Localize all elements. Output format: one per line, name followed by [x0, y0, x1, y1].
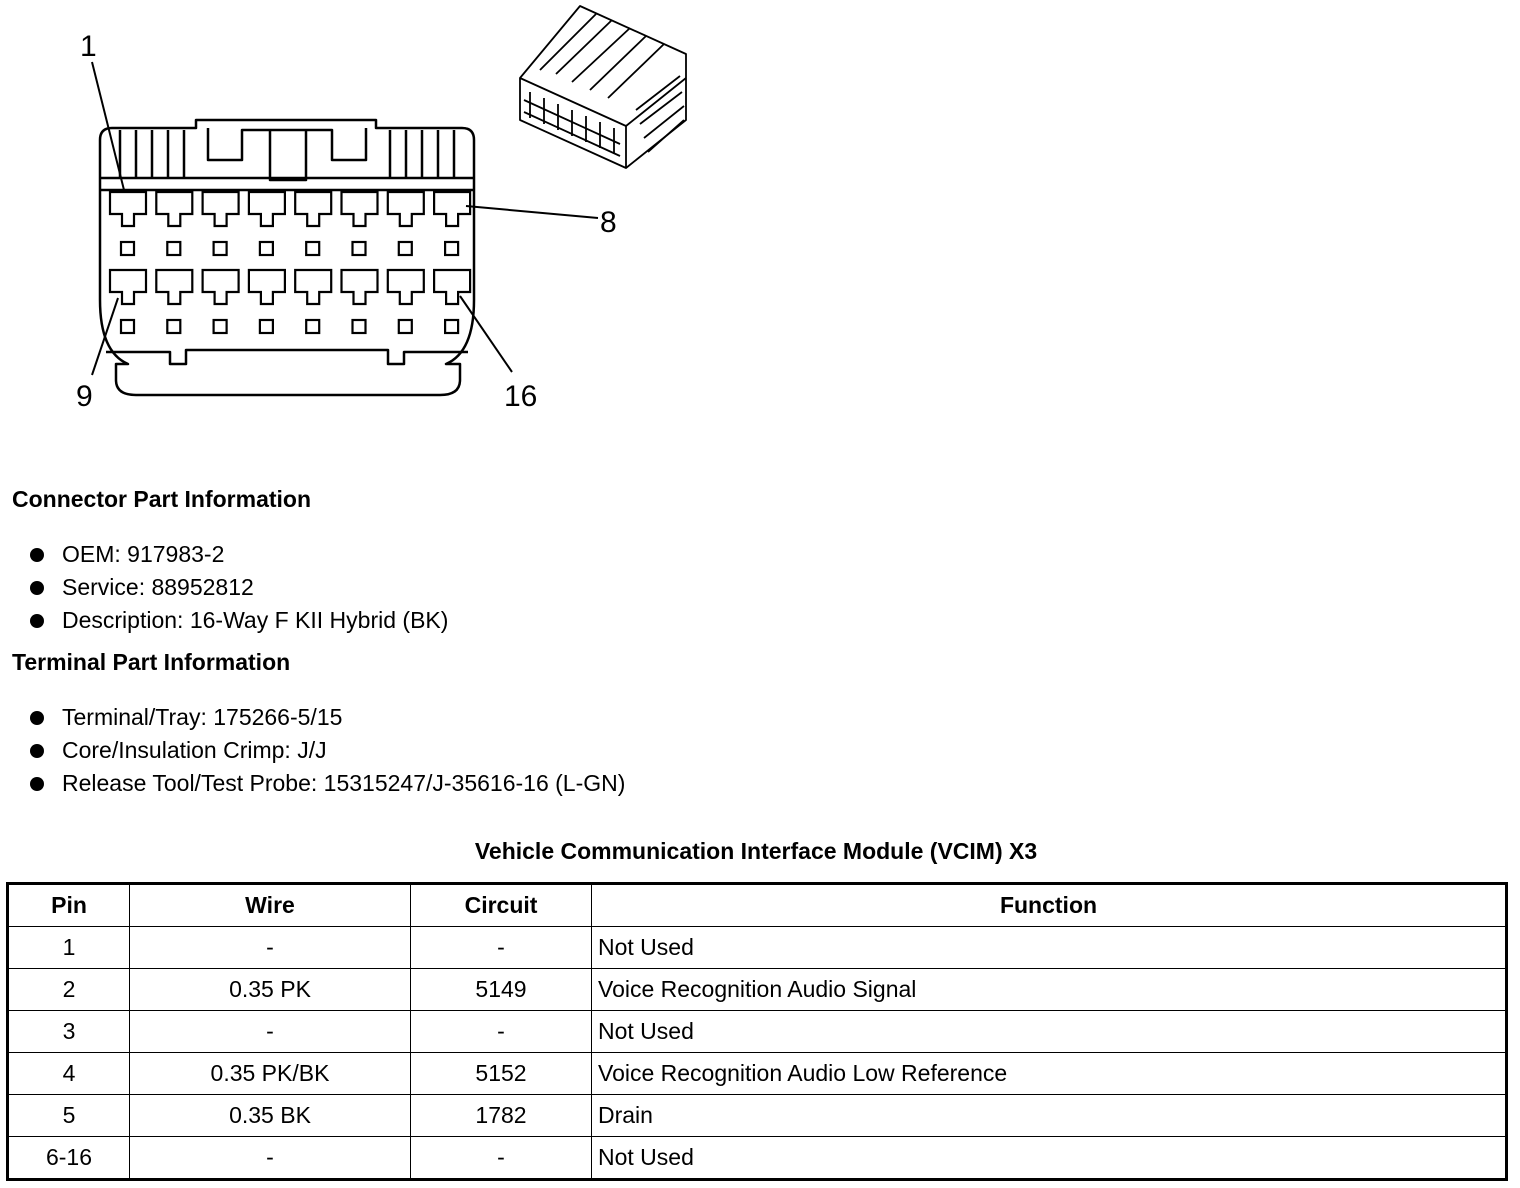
- table-row: [8, 927, 1507, 969]
- cavity-2: [156, 192, 192, 255]
- cavity-9: [110, 270, 146, 333]
- list-item: [30, 767, 625, 800]
- connector-info-section: [12, 486, 311, 513]
- cell-function: Voice Recognition Audio Signal: [592, 969, 1507, 1011]
- pin-1-label: 1: [80, 30, 97, 63]
- header-pin: Pin: [8, 884, 130, 927]
- pin-16-label: 16: [504, 380, 538, 413]
- cell-wire: -: [130, 1011, 411, 1053]
- table-header-row: [8, 884, 1507, 927]
- cell-function: Voice Recognition Audio Low Reference: [592, 1053, 1507, 1095]
- pin-8-label: 8: [600, 206, 617, 239]
- cavity-10: [156, 270, 192, 333]
- list-item-text: Terminal/Tray: 175266-5/15: [62, 704, 343, 730]
- header-wire: Wire: [130, 884, 411, 927]
- list-item: [30, 701, 625, 734]
- cell-circuit: 5149: [411, 969, 592, 1011]
- table-row: [8, 1053, 1507, 1095]
- cavity-11: [203, 270, 239, 333]
- connector-3d-icon: [520, 6, 686, 168]
- connector-diagram: [0, 0, 720, 460]
- cavity-1: [110, 192, 146, 255]
- list-item-text: Service: 88952812: [62, 574, 254, 600]
- list-item-text: Core/Insulation Crimp: J/J: [62, 737, 327, 763]
- table-row: [8, 969, 1507, 1011]
- terminal-info-title: Terminal Part Information: [12, 649, 291, 675]
- table-row: [8, 1137, 1507, 1180]
- header-circuit: Circuit: [411, 884, 592, 927]
- cavity-3: [203, 192, 239, 255]
- cell-wire: 0.35 PK/BK: [130, 1053, 411, 1095]
- cell-pin: 1: [8, 927, 130, 969]
- cavity-13: [295, 270, 331, 333]
- cell-function: Not Used: [592, 1137, 1507, 1180]
- cell-pin: 4: [8, 1053, 130, 1095]
- cavity-14: [342, 270, 378, 333]
- cavity-12: [249, 270, 285, 333]
- cavity-15: [388, 270, 424, 333]
- list-item: [30, 538, 448, 571]
- terminal-info-list: [30, 701, 625, 800]
- cavity-4: [249, 192, 285, 255]
- list-item-text: OEM: 917983-2: [62, 541, 225, 567]
- cavity-8: [434, 192, 470, 255]
- bullet-icon: [30, 711, 44, 725]
- bullet-icon: [30, 581, 44, 595]
- cell-circuit: -: [411, 927, 592, 969]
- cavity-5: [295, 192, 331, 255]
- cell-wire: -: [130, 1137, 411, 1180]
- cell-pin: 5: [8, 1095, 130, 1137]
- connector-info-title: Connector Part Information: [12, 486, 312, 512]
- connector-face-drawing: [0, 0, 720, 460]
- cell-circuit: -: [411, 1137, 592, 1180]
- table-row: [8, 1011, 1507, 1053]
- terminal-info-section: [12, 649, 290, 676]
- table-caption: Vehicle Communication Interface Module (VCIM) X3: [474, 838, 1038, 864]
- cell-circuit: 1782: [411, 1095, 592, 1137]
- list-item-text: Release Tool/Test Probe: 15315247/J-35616-16 (L-GN): [62, 770, 626, 796]
- bullet-icon: [30, 777, 44, 791]
- bullet-icon: [30, 614, 44, 628]
- cell-wire: 0.35 BK: [130, 1095, 411, 1137]
- cell-pin: 6-16: [8, 1137, 130, 1180]
- pinout-table: [6, 882, 1508, 1181]
- list-item: [30, 734, 625, 767]
- cell-function: Not Used: [592, 1011, 1507, 1053]
- cell-circuit: -: [411, 1011, 592, 1053]
- cavity-7: [388, 192, 424, 255]
- cell-pin: 2: [8, 969, 130, 1011]
- pin-9-label: 9: [76, 380, 93, 413]
- cell-circuit: 5152: [411, 1053, 592, 1095]
- cell-function: Drain: [592, 1095, 1507, 1137]
- connector-info-list: [30, 538, 448, 637]
- cell-wire: -: [130, 927, 411, 969]
- table-row: [8, 1095, 1507, 1137]
- cell-wire: 0.35 PK: [130, 969, 411, 1011]
- cavity-6: [342, 192, 378, 255]
- list-item: [30, 604, 448, 637]
- cell-pin: 3: [8, 1011, 130, 1053]
- bullet-icon: [30, 744, 44, 758]
- header-function: Function: [592, 884, 1507, 927]
- cell-function: Not Used: [592, 927, 1507, 969]
- list-item: [30, 571, 448, 604]
- bullet-icon: [30, 548, 44, 562]
- list-item-text: Description: 16-Way F KII Hybrid (BK): [62, 607, 449, 633]
